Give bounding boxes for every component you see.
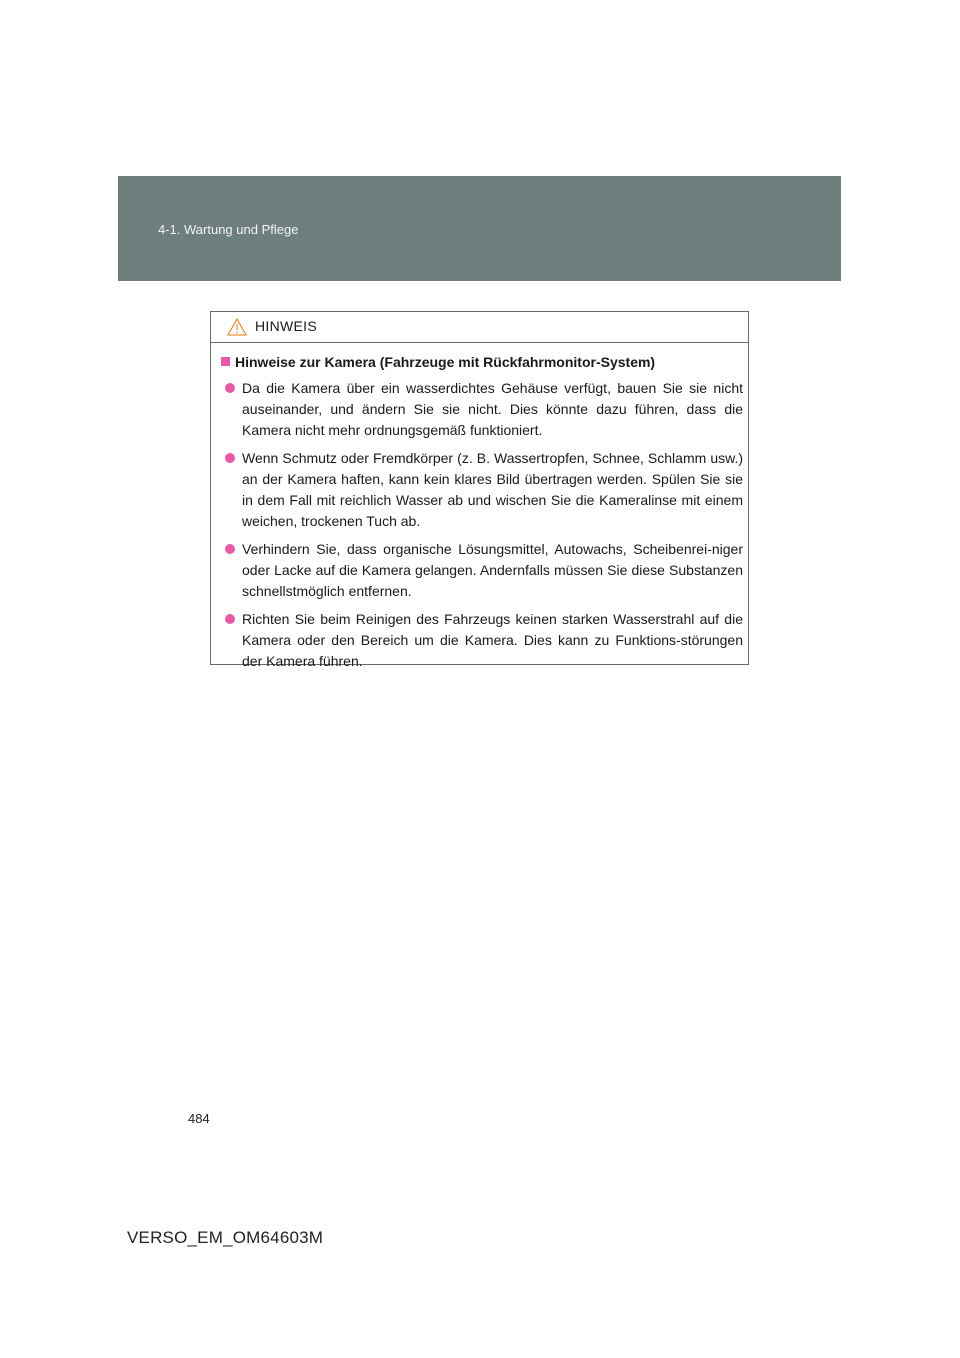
- section-header-band: [118, 176, 841, 281]
- dot-bullet-icon: [225, 544, 235, 554]
- notice-box: [210, 311, 749, 669]
- list-item-text: Richten Sie beim Reinigen des Fahrzeugs keinen starken Wasserstrahl auf die Kamera oder den Bereich um die Kamera. Dies kann zu Funktions-störungen der Kamera führen.: [242, 611, 743, 669]
- section-title: 4-1. Wartung und Pflege: [158, 222, 299, 237]
- square-bullet-icon: [221, 357, 230, 366]
- dot-bullet-icon: [225, 614, 235, 624]
- list-item: [225, 448, 743, 532]
- list-item-text: Wenn Schmutz oder Fremdkörper (z. B. Wassertropfen, Schnee, Schlamm usw.) an der Kamera haften, kann kein klares Bild übertragen werden. Spülen Sie sie in dem Fall mit reichlich Wasser ab und wischen Sie die Kameralinse mit einem weichen, trockenen Tuch ab.: [242, 450, 743, 529]
- warning-triangle-icon: [227, 318, 247, 336]
- list-item-text: Verhindern Sie, dass organische Lösungsmittel, Autowachs, Scheibenrei-niger oder Lacke auf die Kamera gelangen. Andernfalls müssen Sie diese Substanzen schnellstmöglich entfernen.: [242, 541, 743, 599]
- list-item: [225, 378, 743, 441]
- page-number: 484: [188, 1111, 210, 1126]
- notice-subheading-text: Hinweise zur Kamera (Fahrzeuge mit Rückfahrmonitor-System): [235, 354, 656, 370]
- notice-title: HINWEIS: [255, 318, 317, 334]
- list-item-text: Da die Kamera über ein wasserdichtes Gehäuse verfügt, bauen Sie sie nicht auseinander, und ändern Sie sie nicht. Dies könnte dazu führen, dass die Kamera nicht mehr ordnungsgemäß funktioniert.: [242, 380, 743, 438]
- list-item: [225, 539, 743, 602]
- document-code: VERSO_EM_OM64603M: [127, 1228, 324, 1247]
- dot-bullet-icon: [225, 383, 235, 393]
- notice-subheading: [221, 353, 741, 371]
- dot-bullet-icon: [225, 453, 235, 463]
- list-item: [225, 609, 743, 672]
- notice-list: [225, 378, 743, 679]
- notice-header: [211, 312, 748, 343]
